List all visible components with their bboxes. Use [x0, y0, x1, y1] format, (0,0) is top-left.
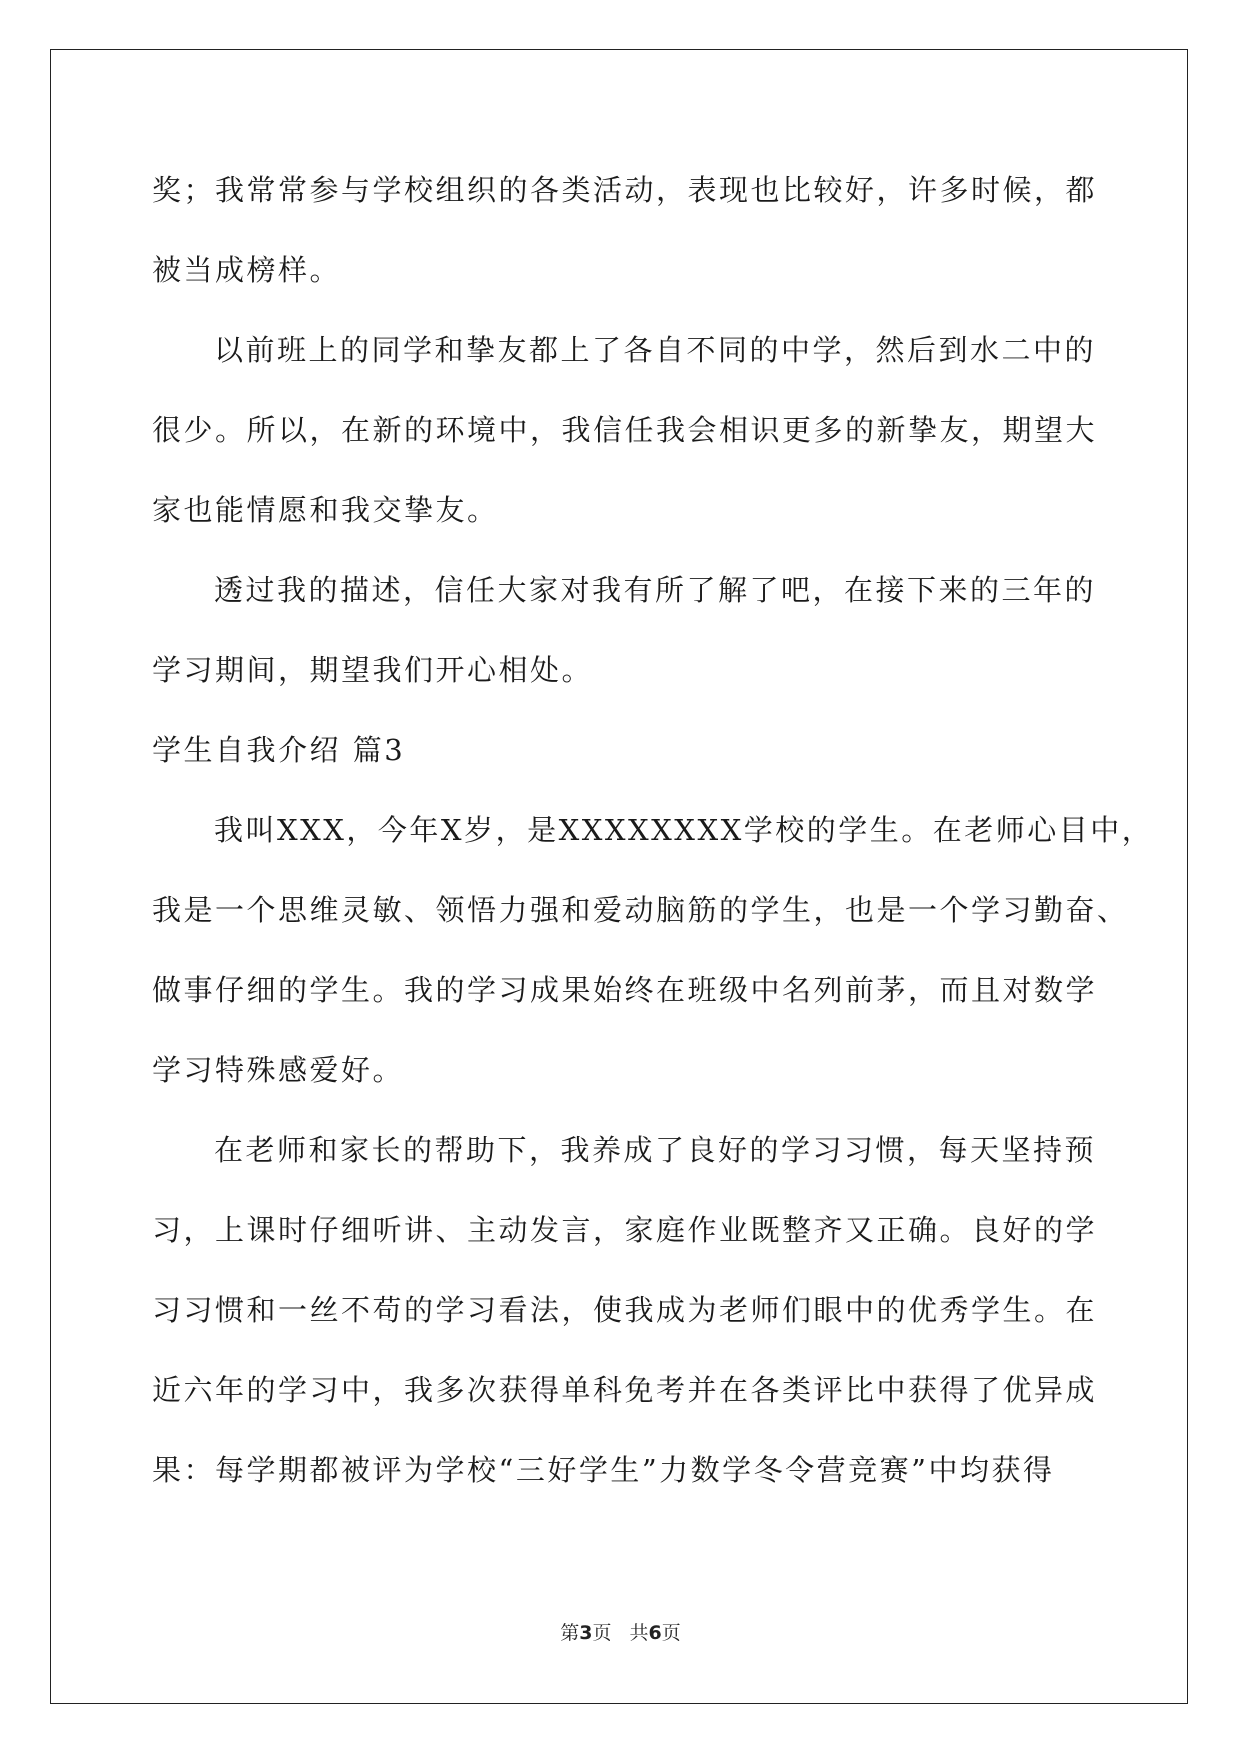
body-line: 习习惯和一丝不苟的学习看法，使我成为老师们眼中的优秀学生。在: [152, 1293, 1098, 1327]
body-line: 学习期间，期望我们开心相处。: [152, 653, 594, 687]
body-line: 果：每学期都被评为学校“三好学生”力数学冬令营竞赛”中均获得: [152, 1453, 1055, 1487]
total-label-suffix: 页: [661, 1622, 681, 1644]
total-label-prefix: 共: [629, 1622, 649, 1644]
total-page-number: 6: [648, 1622, 662, 1644]
body-line: 学习特殊感爱好。: [152, 1053, 405, 1087]
paragraph-first-line: 以前班上的同学和挚友都上了各自不同的中学，然后到水二中的: [214, 333, 1097, 367]
paragraph-first-line: 透过我的描述，信任大家对我有所了解了吧，在接下来的三年的: [214, 573, 1097, 607]
body-line: 奖；我常常参与学校组织的各类活动，表现也比较好，许多时候，都: [152, 173, 1098, 207]
paragraph-first-line: 在老师和家长的帮助下，我养成了良好的学习习惯，每天坚持预: [214, 1133, 1097, 1167]
page-footer: [0, 1621, 1241, 1645]
current-page-number: 3: [579, 1622, 593, 1644]
body-line: 很少。所以，在新的环境中，我信任我会相识更多的新挚友，期望大: [152, 413, 1098, 447]
body-line: 被当成榜样。: [152, 253, 342, 287]
page-label-suffix: 页: [592, 1622, 612, 1644]
page-label-prefix: 第: [560, 1622, 580, 1644]
body-line: 家也能情愿和我交挚友。: [152, 493, 499, 527]
body-line: 我是一个思维灵敏、领悟力强和爱动脑筋的学生，也是一个学习勤奋、: [152, 893, 1129, 927]
body-line: 近六年的学习中，我多次获得单科免考并在各类评比中获得了优异成: [152, 1373, 1098, 1407]
body-line: 习，上课时仔细听讲、主动发言，家庭作业既整齐又正确。良好的学: [152, 1213, 1098, 1247]
body-line: 做事仔细的学生。我的学习成果始终在班级中名列前茅，而且对数学: [152, 973, 1098, 1007]
paragraph-first-line: 我叫XXX，今年X岁，是XXXXXXXX学校的学生。在老师心目中，: [214, 813, 1154, 847]
section-heading: 学生自我介绍 篇3: [152, 733, 406, 767]
